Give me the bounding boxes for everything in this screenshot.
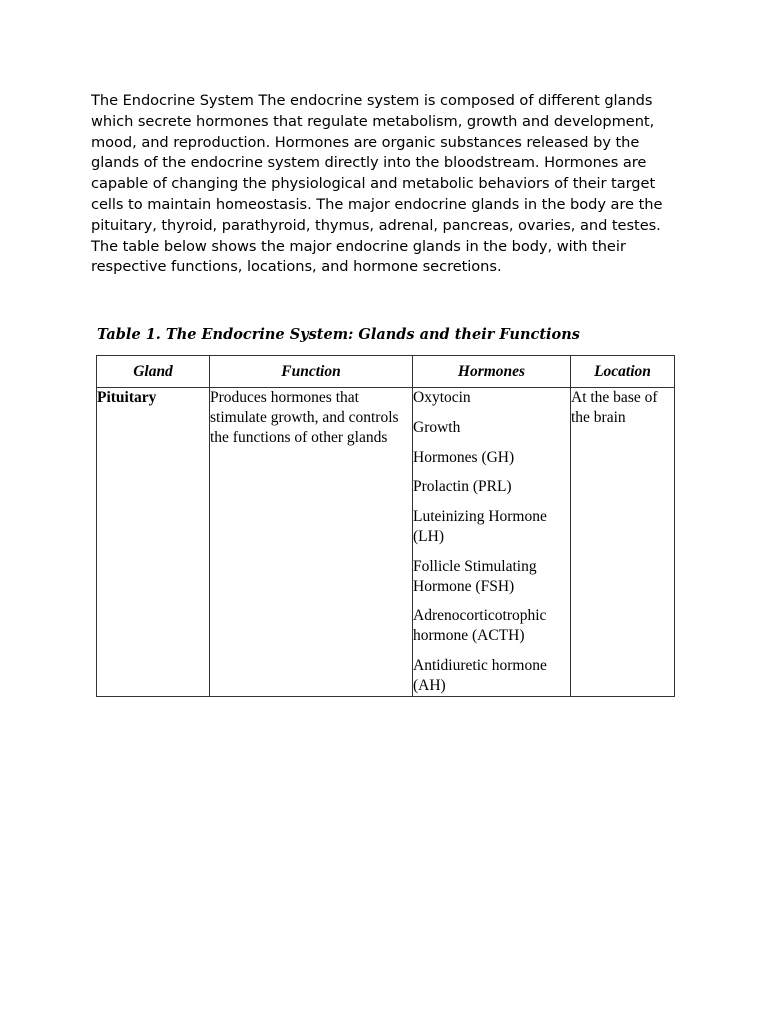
table-header-row	[97, 356, 675, 388]
header-hormones: Hormones	[413, 356, 571, 388]
endocrine-glands-table	[96, 355, 675, 697]
hormone-item: Follicle Stimulating Hormone (FSH)	[413, 557, 537, 595]
function-cell: Produces hormones that stimulate growth, and controls the functions of other glands	[210, 388, 413, 697]
hormones-cell	[413, 388, 571, 697]
intro-paragraph: The Endocrine System The endocrine system is composed of different glands which secrete hormones that regulate metabolism, growth and development, mood, and reproduction. Hormones are organic substances released by the glands of the endocrine system directly into the bloodstream. Hormones are capable of changing the physiological and metabolic behaviors of their target cells to maintain homeostasis. The major endocrine glands in the body are the pituitary, thyroid, parathyroid, thymus, adrenal, pancreas, ovaries, and testes. The table below shows the major endocrine glands in the body, with their respective functions, locations, and hormone secretions.	[91, 92, 663, 276]
location-cell: At the base of the brain	[571, 388, 675, 697]
table-row	[97, 388, 675, 697]
hormone-item: Antidiuretic hormone (AH)	[413, 656, 547, 694]
hormone-item: Luteinizing Hormone (LH)	[413, 508, 547, 545]
gland-cell: Pituitary	[97, 388, 210, 697]
hormone-item: Prolactin (PRL)	[413, 478, 512, 496]
header-function: Function	[210, 356, 413, 388]
header-gland: Gland	[97, 356, 210, 388]
header-location: Location	[571, 356, 675, 388]
hormone-item: Adrenocorticotrophic hormone (ACTH)	[413, 607, 547, 645]
hormone-item: Growth	[413, 418, 461, 436]
table-title: Table 1. The Endocrine System: Glands and their Functions	[97, 326, 580, 343]
hormone-item: Oxytocin	[413, 389, 471, 406]
hormone-item: Hormones (GH)	[413, 448, 515, 466]
